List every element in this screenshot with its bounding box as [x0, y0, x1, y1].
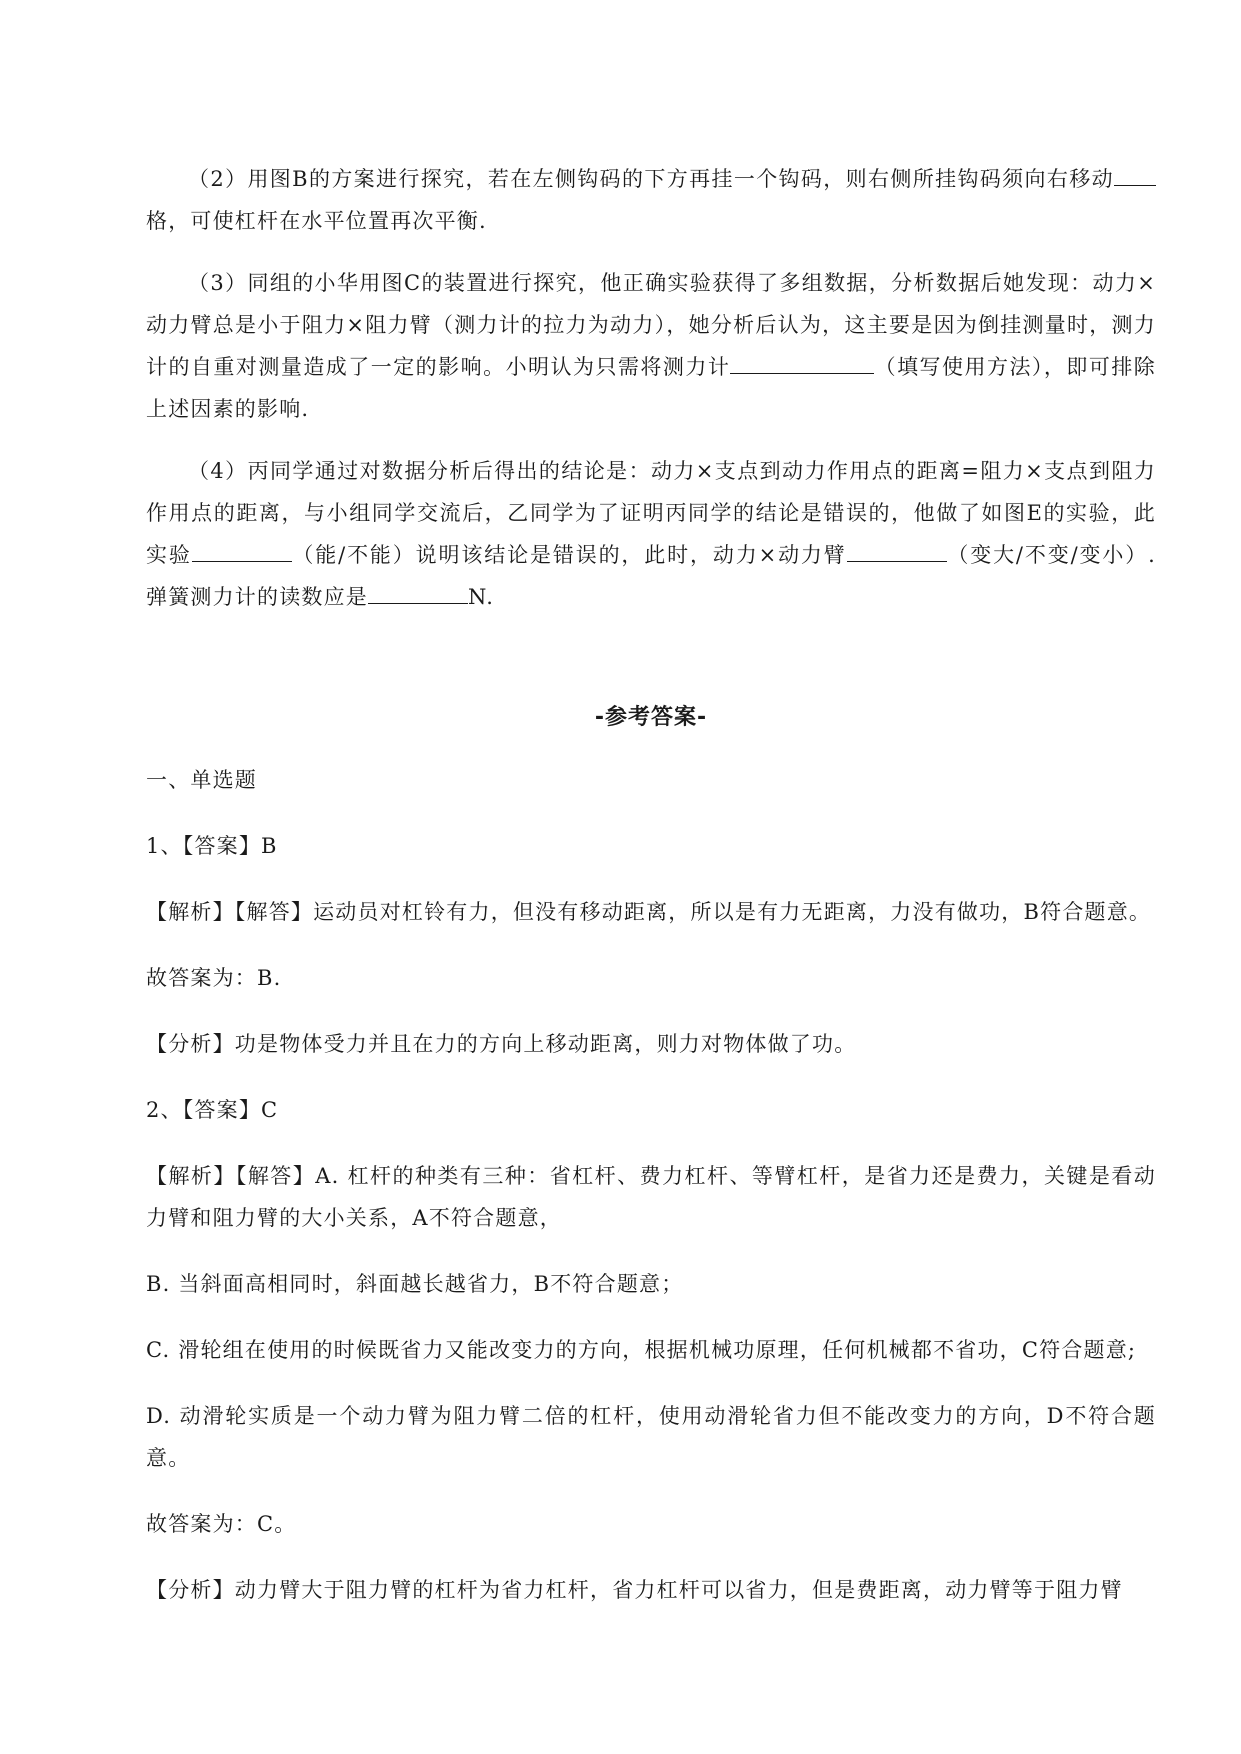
question-2 [146, 158, 1156, 242]
answer-1-conclusion: 故答案为：B. [146, 966, 282, 990]
section-heading: 一、单选题 [146, 768, 257, 792]
answer-2: 2、【答案】C [146, 1098, 279, 1122]
question-4-text-b: （能/不能）说明该结论是错误的，此时，动力×动力臂 [291, 543, 847, 567]
question-2-blank [1114, 163, 1156, 186]
question-4-blank-1 [192, 539, 292, 562]
answer-1-analysis: 【解析】【解答】运动员对杠铃有力，但没有移动距离，所以是有力无距离，力没有做功，B符合题意。 [146, 900, 1152, 924]
answer-2-option-b: B. 当斜面高相同时，斜面越长越省力，B不符合题意； [146, 1272, 684, 1296]
question-4-text-c: （变大/不变/变小）. 弹簧测力计的读数应是 [146, 543, 1156, 609]
question-3 [146, 262, 1156, 430]
question-2-text-a: （2）用图B的方案进行探究，若在左侧钩码的下方再挂一个钩码，则右侧所挂钩码须向右移动 [188, 167, 1114, 191]
question-4-text-d: N. [468, 585, 495, 609]
answer-2-option-c: C. 滑轮组在使用的时候既省力又能改变力的方向，根据机械功原理，任何机械都不省功，C符合题意; [146, 1338, 1137, 1362]
answer-key-title: -参考答案- [594, 705, 708, 730]
answer-2-analysis: 【解析】【解答】A. 杠杆的种类有三种：省杠杆、费力杠杆、等臂杠杆，是省力还是费力，关键是看动力臂和阻力臂的大小关系，A不符合题意， [146, 1164, 1156, 1230]
question-3-blank [730, 351, 874, 374]
question-3-text-a: （3）同组的小华用图C的装置进行探究，他正确实验获得了多组数据，分析数据后她发现：动力×动力臂总是小于阻力×阻力臂（测力计的拉力为动力），她分析后认为，这主要是因为倒挂测量时，测力计的自重对测量造成了一定的影响。小明认为只需将测力计 [146, 271, 1156, 379]
question-2-text-b: 格，可使杠杆在水平位置再次平衡. [146, 209, 487, 233]
answer-1: 1、【答案】B [146, 834, 278, 858]
answer-2-conclusion: 故答案为：C。 [146, 1512, 297, 1536]
document-page [146, 158, 1156, 1635]
answer-1-note: 【分析】功是物体受力并且在力的方向上移动距离，则力对物体做了功。 [146, 1032, 857, 1056]
question-4 [146, 450, 1156, 618]
question-4-blank-3 [368, 581, 468, 604]
question-3-text-b: （填写使用方法），即可排除上述因素的影响. [146, 355, 1156, 421]
answer-2-note: 【分析】动力臂大于阻力臂的杠杆为省力杠杆，省力杠杆可以省力，但是费距离，动力臂等于阻力臂 [146, 1578, 1123, 1602]
question-4-text-a: （4）丙同学通过对数据分析后得出的结论是：动力×支点到动力作用点的距离=阻力×支点到阻力作用点的距离，与小组同学交流后，乙同学为了证明丙同学的结论是错误的，他做了如图E的实验，此实验 [146, 459, 1156, 567]
question-4-blank-2 [847, 539, 947, 562]
answer-2-option-d: D. 动滑轮实质是一个动力臂为阻力臂二倍的杠杆，使用动滑轮省力但不能改变力的方向，D不符合题意。 [146, 1404, 1156, 1470]
